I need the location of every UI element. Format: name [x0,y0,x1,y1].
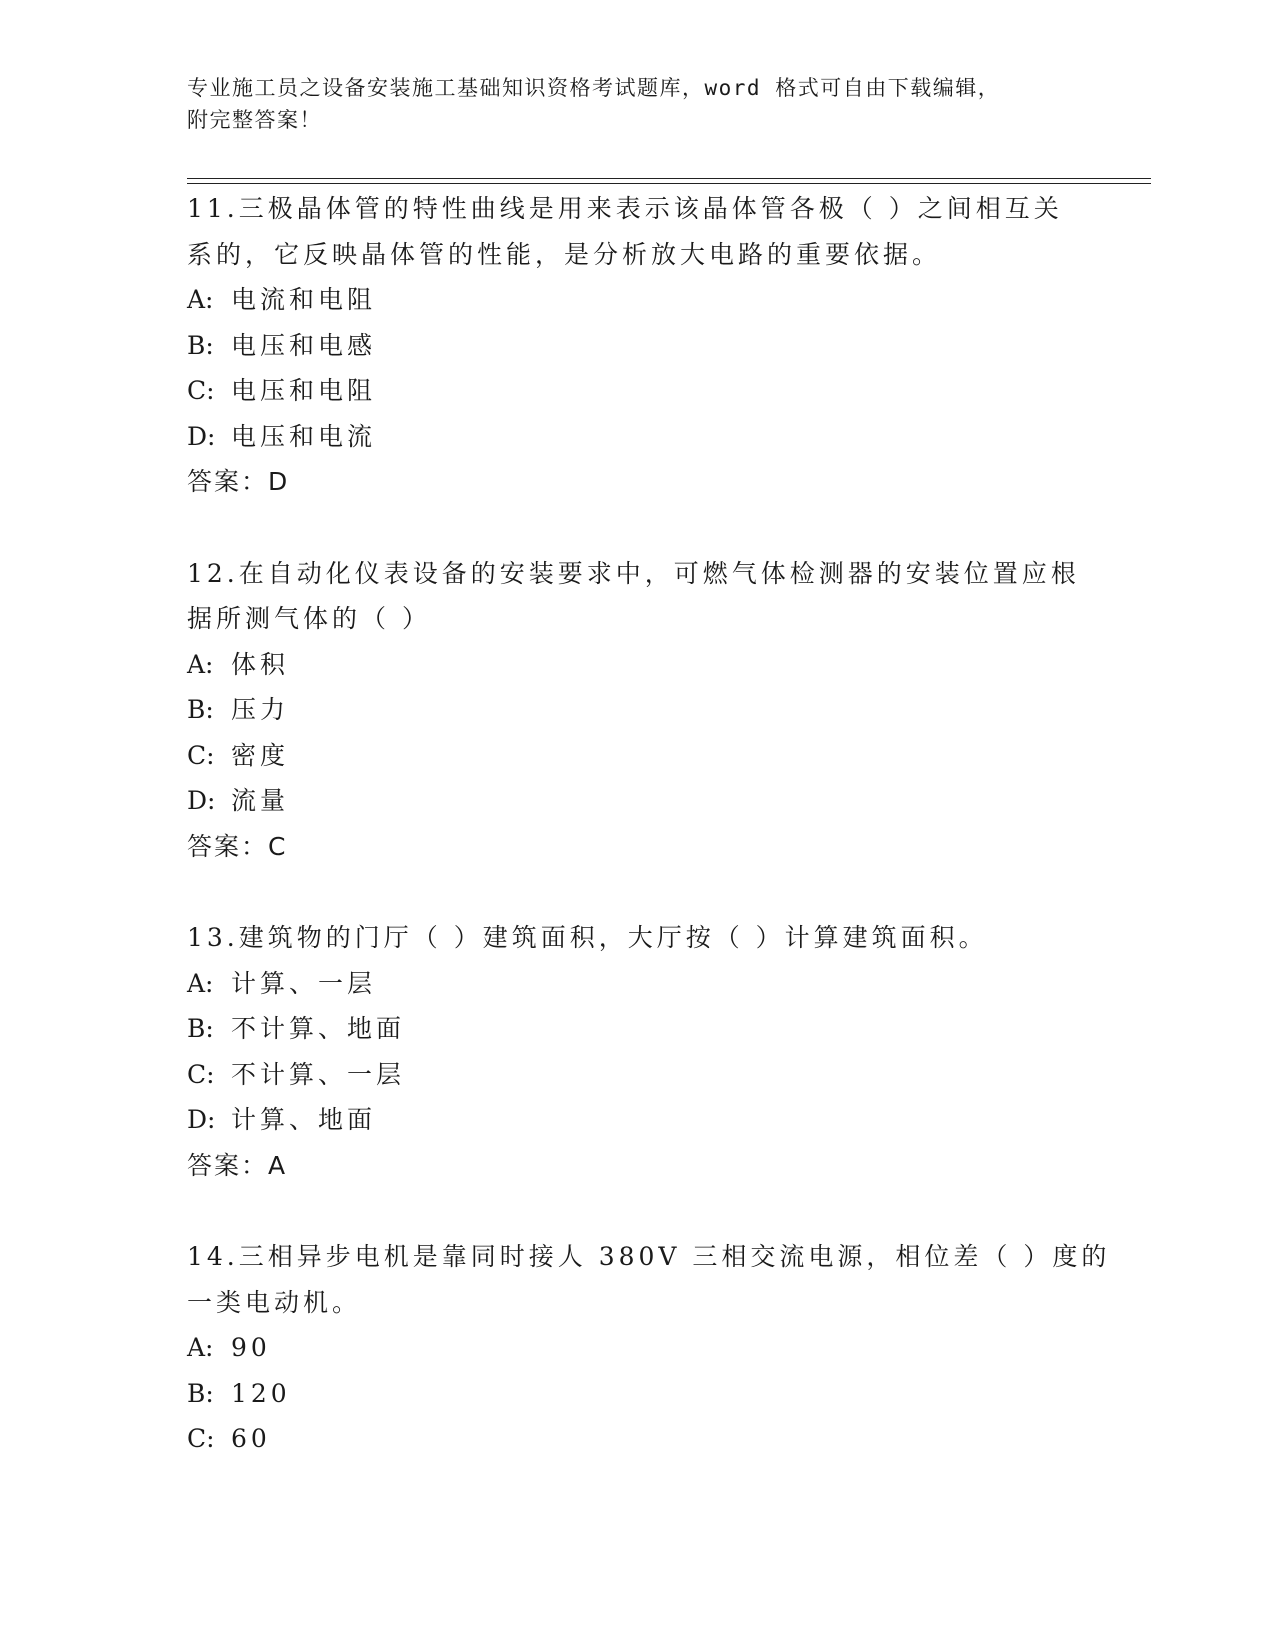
question-13 [187,915,1087,1188]
option-text: 电流和电阻 [231,285,377,314]
question-text: 一类电动机。 [187,1287,362,1317]
question-text: 系的，它反映晶体管的性能，是分析放大电路的重要依据。 [187,239,942,269]
option-b [187,1006,1087,1052]
option-label: D: [187,421,216,451]
header-divider-top [187,178,1151,179]
question-list [187,186,1111,1508]
option-a [187,1325,1087,1371]
option-c [187,1416,1087,1462]
option-label: B: [187,330,214,360]
option-text: 电压和电感 [231,330,377,360]
option-text: 流量 [231,786,290,815]
option-text: 120 [231,1378,291,1408]
question-text: 据所测气体的（ ） [187,604,431,633]
option-text: 电压和电流 [231,421,377,451]
option-a [187,642,1087,688]
question-12 [187,551,1087,870]
option-text: 计算、地面 [231,1105,377,1134]
document-header [187,72,1087,136]
option-c [187,733,1087,779]
option-label: B: [187,695,214,724]
question-text: 12.在自动化仪表设备的安装要求中，可燃气体检测器的安装位置应根 [187,558,1080,588]
option-d [187,1097,1087,1143]
answer-line: 答案：A [187,1150,288,1180]
option-b [187,687,1087,733]
option-text: 压力 [231,695,290,724]
option-text: 90 [231,1333,271,1362]
option-label: C: [187,1059,215,1089]
option-d [187,414,1087,460]
option-label: C: [187,376,215,405]
header-title-line-2: 附完整答案！ [187,108,322,132]
option-text: 体积 [231,649,290,679]
option-a [187,277,1087,323]
option-label: D: [187,786,216,815]
option-label: B: [187,1014,214,1043]
answer-line: 答案：C [187,831,288,861]
option-b [187,1371,1087,1417]
option-text: 不计算、一层 [231,1059,406,1089]
option-label: A: [187,968,214,998]
option-c [187,368,1087,414]
option-label: A: [187,285,214,314]
option-text: 计算、一层 [231,968,377,998]
option-label: A: [187,1333,214,1362]
answer-line: 答案：D [187,467,290,496]
question-14 [187,1234,1111,1462]
question-text: 14.三相异步电机是靠同时接人 380V 三相交流电源，相位差（ ）度的 [187,1242,1111,1271]
question-11 [187,186,1087,505]
option-text: 电压和电阻 [231,376,377,405]
question-text: 11.三极晶体管的特性曲线是用来表示该晶体管各极（ ）之间相互关 [187,194,1063,223]
option-c [187,1052,1087,1098]
option-b [187,323,1087,369]
option-label: C: [187,740,215,770]
option-text: 60 [231,1424,271,1453]
option-text: 密度 [231,740,290,770]
option-label: D: [187,1105,216,1134]
header-divider-bottom [187,183,1151,184]
option-d [187,778,1087,824]
option-label: B: [187,1378,214,1408]
question-text: 13.建筑物的门厅（ ）建筑面积，大厅按（ ）计算建筑面积。 [187,923,988,952]
option-text: 不计算、地面 [231,1014,406,1043]
option-label: C: [187,1424,215,1453]
option-label: A: [187,649,214,679]
option-a [187,961,1087,1007]
header-title-line-1: 专业施工员之设备安装施工基础知识资格考试题库，word 格式可自由下载编辑， [187,76,1001,100]
